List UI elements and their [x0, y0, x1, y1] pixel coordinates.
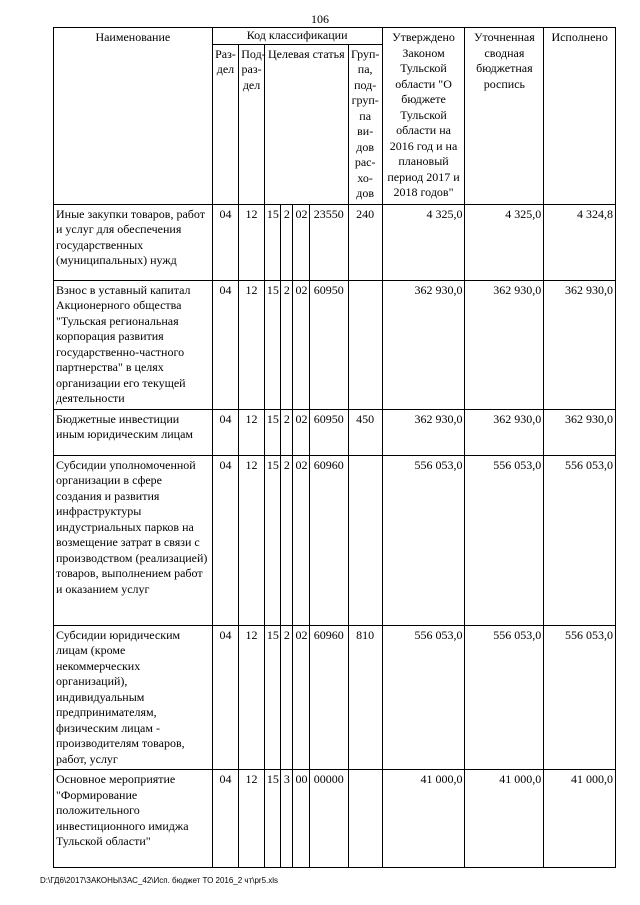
table-row — [54, 455, 616, 625]
row-target-part3: 02 — [293, 409, 309, 455]
row-refined: 556 053,0 — [465, 455, 544, 625]
row-approved: 362 930,0 — [382, 280, 465, 409]
table-row — [54, 770, 616, 868]
row-refined: 362 930,0 — [465, 409, 544, 455]
row-executed: 41 000,0 — [544, 770, 616, 868]
row-target-part2: 3 — [281, 770, 293, 868]
header-executed: Исполнено — [544, 28, 616, 205]
row-name: Бюджетные инвестиции иным юридическим лицам — [54, 409, 213, 455]
table-row — [54, 280, 616, 409]
row-executed: 362 930,0 — [544, 409, 616, 455]
row-target-part4: 60950 — [309, 280, 348, 409]
row-target-part2: 2 — [281, 625, 293, 770]
row-section: 04 — [212, 625, 239, 770]
row-target-part1: 15 — [264, 204, 280, 280]
row-target-part4: 23550 — [309, 204, 348, 280]
row-target-part4: 00000 — [309, 770, 348, 868]
row-target-part3: 00 — [293, 770, 309, 868]
row-target-part3: 02 — [293, 280, 309, 409]
row-name: Субсидии юридическим лицам (кроме некоммерческих организаций), индивидуальным предпринимателям, физическим лицам - производителям товаров, работ, услуг — [54, 625, 213, 770]
row-subsection: 12 — [239, 409, 265, 455]
row-section: 04 — [212, 409, 239, 455]
row-executed: 556 053,0 — [544, 455, 616, 625]
row-expense-group: 810 — [348, 625, 382, 770]
row-subsection: 12 — [239, 204, 265, 280]
row-target-part4: 60960 — [309, 455, 348, 625]
header-target-item: Целевая статья — [264, 44, 348, 204]
footer-file-path: D:\ГД6\2017\ЗАКОНЫ\ЗАС_42\Исп. бюджет ТО 2016_2 чт\pr5.xls — [40, 876, 279, 885]
row-subsection: 12 — [239, 625, 265, 770]
header-subsection: Под-раз-дел — [239, 44, 265, 204]
row-target-part2: 2 — [281, 280, 293, 409]
row-target-part1: 15 — [264, 625, 280, 770]
row-target-part1: 15 — [264, 409, 280, 455]
row-target-part1: 15 — [264, 770, 280, 868]
row-refined: 362 930,0 — [465, 280, 544, 409]
row-target-part4: 60950 — [309, 409, 348, 455]
header-code-group: Код классификации — [212, 28, 382, 45]
row-subsection: 12 — [239, 455, 265, 625]
row-section: 04 — [212, 204, 239, 280]
header-name: Наименование — [54, 28, 213, 205]
table-row — [54, 625, 616, 770]
row-target-part2: 2 — [281, 455, 293, 625]
table-row — [54, 204, 616, 280]
row-executed: 362 930,0 — [544, 280, 616, 409]
row-expense-group — [348, 455, 382, 625]
row-refined: 4 325,0 — [465, 204, 544, 280]
row-refined: 41 000,0 — [465, 770, 544, 868]
header-expense-group: Груп-па, под-груп-па ви-дов рас-хо-дов — [348, 44, 382, 204]
header-approved: Утверждено Законом Тульской области "О бюджете Тульской области на 2016 год и на плановый период 2017 и 2018 годов" — [382, 28, 465, 205]
row-target-part2: 2 — [281, 409, 293, 455]
row-target-part1: 15 — [264, 455, 280, 625]
row-approved: 556 053,0 — [382, 455, 465, 625]
page-number: 106 — [311, 12, 329, 26]
row-section: 04 — [212, 770, 239, 868]
row-approved: 41 000,0 — [382, 770, 465, 868]
row-expense-group — [348, 280, 382, 409]
row-name: Взнос в уставный капитал Акционерного общества "Тульская региональная корпорация развития государственно-частного партнерства" в целях организации его текущей деятельности — [54, 280, 213, 409]
header-refined: Уточненная сводная бюджетная роспись — [465, 28, 544, 205]
row-expense-group: 450 — [348, 409, 382, 455]
row-target-part3: 02 — [293, 455, 309, 625]
row-name: Основное мероприятие "Формирование положительного инвестиционного имиджа Тульской области" — [54, 770, 213, 868]
row-expense-group — [348, 770, 382, 868]
row-target-part3: 02 — [293, 625, 309, 770]
budget-table — [53, 27, 616, 868]
row-expense-group: 240 — [348, 204, 382, 280]
row-target-part4: 60960 — [309, 625, 348, 770]
row-subsection: 12 — [239, 770, 265, 868]
row-target-part3: 02 — [293, 204, 309, 280]
row-approved: 556 053,0 — [382, 625, 465, 770]
row-section: 04 — [212, 280, 239, 409]
row-name: Субсидии уполномоченной организации в сфере создания и развития инфраструктуры индустриальных парков на возмещение затрат в связи с производством (реализацией) товаров, выполнением работ и оказанием услуг — [54, 455, 213, 625]
row-executed: 556 053,0 — [544, 625, 616, 770]
row-refined: 556 053,0 — [465, 625, 544, 770]
row-section: 04 — [212, 455, 239, 625]
row-approved: 4 325,0 — [382, 204, 465, 280]
row-approved: 362 930,0 — [382, 409, 465, 455]
header-row-1 — [54, 28, 616, 45]
row-target-part1: 15 — [264, 280, 280, 409]
row-name: Иные закупки товаров, работ и услуг для обеспечения государственных (муниципальных) нужд — [54, 204, 213, 280]
row-target-part2: 2 — [281, 204, 293, 280]
row-executed: 4 324,8 — [544, 204, 616, 280]
row-subsection: 12 — [239, 280, 265, 409]
table-row — [54, 409, 616, 455]
header-section: Раз-дел — [212, 44, 239, 204]
